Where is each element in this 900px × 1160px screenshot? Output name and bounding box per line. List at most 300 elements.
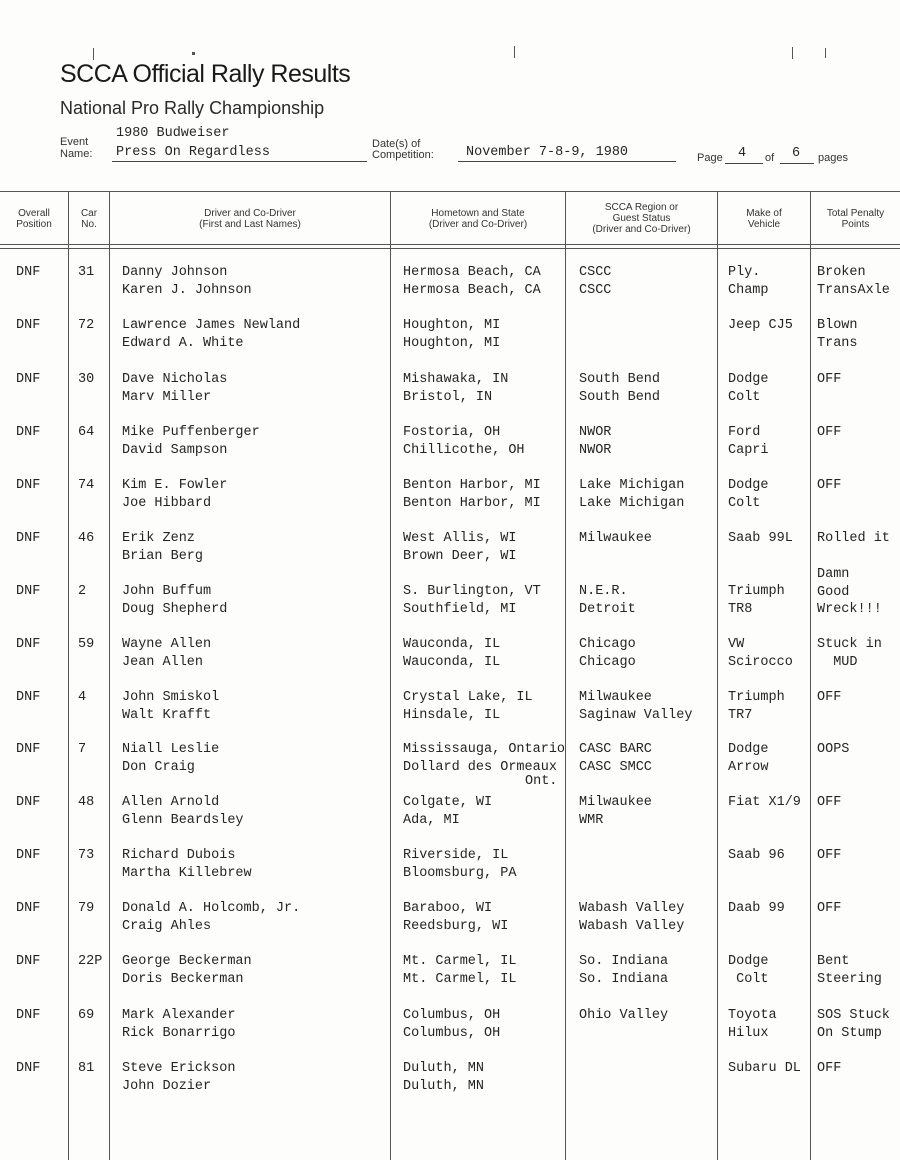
cell-line: Duluth, MN — [403, 1078, 485, 1094]
event-label: Event — [60, 136, 89, 148]
cell-line: Dollard des Ormeaux — [403, 759, 557, 775]
cell-home — [403, 847, 516, 882]
cell-car — [78, 264, 94, 282]
cell-line: Doris Beckerman — [122, 971, 244, 987]
cell-line: OFF — [817, 690, 842, 705]
cell-line: Houghton, MI — [403, 335, 501, 351]
cell-line: Wabash Valley — [579, 901, 685, 916]
column-header-penalty: Total Penalty Points — [826, 208, 885, 230]
cell-pos — [16, 530, 40, 548]
cell-region — [579, 264, 611, 299]
cell-drv — [122, 953, 252, 988]
cell-line: DNF — [16, 795, 41, 810]
cell-line: Donald A. Holcomb, Jr. — [122, 901, 301, 916]
cell-pen — [817, 847, 841, 865]
cell-line: S. Burlington, VT — [403, 584, 541, 599]
cell-line: Mt. Carmel, IL — [403, 954, 517, 969]
cell-line: Doug Shepherd — [122, 601, 228, 617]
cell-line: Marv Miller — [122, 389, 212, 405]
cell-line: Erik Zenz — [122, 531, 195, 546]
cell-line: Bloomsburg, PA — [403, 865, 517, 881]
cell-pos — [16, 371, 40, 389]
cell-pos — [16, 264, 40, 282]
cell-line: DNF — [16, 1061, 41, 1076]
cell-line: DNF — [16, 318, 41, 333]
cell-line: Arrow — [728, 759, 769, 775]
cell-line: Don Craig — [122, 759, 195, 775]
cell-line: Wauconda, IL — [403, 637, 501, 652]
cell-line: Scirocco — [728, 654, 793, 670]
cell-line: OFF — [817, 901, 842, 916]
cell-car — [78, 477, 94, 495]
cell-line: Saab 99L — [728, 531, 793, 546]
cell-pos — [16, 1060, 40, 1078]
cell-line: 81 — [78, 1061, 95, 1076]
cell-car — [78, 317, 94, 335]
cell-drv — [122, 424, 260, 459]
cell-veh — [728, 424, 769, 459]
cell-pos — [16, 847, 40, 865]
cell-veh — [728, 741, 769, 776]
cell-line: 7 — [78, 742, 87, 757]
cell-line: 30 — [78, 372, 95, 387]
cell-line: 72 — [78, 318, 95, 333]
cell-line: John Dozier — [122, 1078, 212, 1094]
cell-line: DNF — [16, 742, 41, 757]
cell-line: Wauconda, IL — [403, 654, 501, 670]
cell-pos — [16, 636, 40, 654]
cell-line: Toyota — [728, 1008, 777, 1023]
cell-line: John Smiskol — [122, 690, 220, 705]
cell-line: So. Indiana — [579, 954, 669, 969]
page-number: 4 — [738, 146, 747, 161]
cell-car — [78, 583, 86, 601]
cell-region — [579, 741, 652, 776]
cell-region — [579, 953, 668, 988]
cell-car — [78, 1060, 94, 1078]
column-header-vehicle: Make of Vehicle — [746, 208, 782, 230]
cell-drv — [122, 689, 219, 724]
cell-line: OFF — [817, 372, 842, 387]
cell-line: TR8 — [728, 601, 753, 617]
cell-line: OOPS — [817, 742, 850, 757]
cell-line: Steering — [817, 971, 882, 987]
cell-line: West Allis, WI — [403, 531, 517, 546]
cell-line: Wayne Allen — [122, 637, 212, 652]
cell-line: 74 — [78, 478, 95, 493]
cell-pos — [16, 477, 40, 495]
competition-dates: November 7-8-9, 1980 — [466, 145, 629, 160]
document-title: SCCA Official Rally Results — [60, 60, 351, 88]
cell-line: Hinsdale, IL — [403, 707, 501, 723]
cell-line: Riverside, IL — [403, 848, 509, 863]
cell-pen — [817, 371, 841, 389]
cell-line: Benton Harbor, MI — [403, 495, 541, 511]
cell-pos — [16, 794, 40, 812]
cell-line: TransAxle — [817, 282, 890, 298]
cell-line: DNF — [16, 372, 41, 387]
cell-drv — [122, 847, 252, 882]
cell-home — [403, 530, 516, 565]
cell-home — [403, 477, 541, 512]
cell-home — [403, 900, 508, 935]
cell-drv — [122, 636, 211, 671]
cell-line: MUD — [817, 654, 858, 670]
cell-line: Milwaukee — [579, 531, 652, 546]
cell-line: George Beckerman — [122, 954, 252, 969]
cell-line: Kim E. Fowler — [122, 478, 228, 493]
cell-car — [78, 530, 94, 548]
cell-pen — [817, 636, 882, 671]
cell-line: DNF — [16, 265, 41, 280]
cell-region — [579, 636, 636, 671]
cell-line: Fiat X1/9 — [728, 795, 801, 810]
cell-region — [579, 1007, 668, 1025]
cell-drv — [122, 1060, 235, 1095]
cell-pen — [817, 953, 882, 988]
cell-region — [579, 371, 660, 406]
cell-region — [579, 794, 652, 829]
cell-line: Lake Michigan — [579, 478, 685, 493]
cell-line: NWOR — [579, 425, 612, 440]
cell-pen — [817, 477, 841, 495]
cell-line: 79 — [78, 901, 95, 916]
cell-pos — [16, 583, 40, 601]
cell-line: SOS Stuck — [817, 1008, 890, 1023]
cell-line: Rick Bonarrigo — [122, 1025, 236, 1041]
cell-car — [78, 1007, 94, 1025]
cell-line: Niall Leslie — [122, 742, 220, 757]
cell-line: Chicago — [579, 654, 636, 670]
cell-line: Ford — [728, 425, 761, 440]
cell-veh — [728, 477, 769, 512]
cell-line: John Buffum — [122, 584, 212, 599]
cell-line: Ont. — [525, 774, 558, 789]
cell-line: Danny Johnson — [122, 265, 228, 280]
cell-line: Mike Puffenberger — [122, 425, 260, 440]
cell-line: CASC BARC — [579, 742, 652, 757]
cell-line: Fostoria, OH — [403, 425, 501, 440]
cell-pen — [817, 317, 858, 352]
cell-drv — [122, 477, 227, 512]
cell-line: Mt. Carmel, IL — [403, 971, 517, 987]
cell-line: 4 — [78, 690, 87, 705]
cell-line: Columbus, OH — [403, 1008, 501, 1023]
cell-home — [403, 794, 492, 829]
of-label: of — [765, 152, 775, 164]
cell-line: 31 — [78, 265, 95, 280]
cell-line: Dodge — [728, 478, 769, 493]
cell-region — [579, 900, 684, 935]
cell-line: CASC SMCC — [579, 759, 652, 775]
cell-line: Dodge — [728, 372, 769, 387]
cell-line: OFF — [817, 425, 842, 440]
column-header-car-no: Car No. — [80, 208, 98, 230]
cell-home — [403, 317, 500, 352]
cell-line: Bristol, IN — [403, 389, 493, 405]
cell-line: Lake Michigan — [579, 495, 685, 511]
cell-car — [78, 953, 102, 971]
cell-line: NWOR — [579, 442, 612, 458]
cell-line: DNF — [16, 531, 41, 546]
cell-line: Jeep CJ5 — [728, 318, 793, 333]
cell-car — [78, 424, 94, 442]
cell-drv — [122, 794, 244, 829]
cell-veh — [728, 953, 769, 988]
cell-line: Milwaukee — [579, 690, 652, 705]
cell-pen — [817, 530, 890, 548]
cell-pen — [817, 1007, 890, 1042]
cell-home — [403, 371, 508, 406]
cell-line: Rolled it — [817, 531, 890, 546]
cell-line: Colgate, WI — [403, 795, 493, 810]
cell-line: Blown — [817, 318, 858, 333]
cell-line: Karen J. Johnson — [122, 282, 252, 298]
cell-line: South Bend — [579, 389, 661, 405]
competition-label: Competition: — [372, 149, 434, 161]
cell-line: Milwaukee — [579, 795, 652, 810]
cell-veh — [728, 1007, 777, 1042]
cell-pen — [817, 794, 841, 812]
cell-line: Crystal Lake, IL — [403, 690, 533, 705]
cell-car — [78, 847, 94, 865]
cell-line: Saginaw Valley — [579, 707, 693, 723]
cell-line: Colt — [728, 495, 761, 511]
cell-car — [78, 636, 94, 654]
cell-line: WMR — [579, 812, 604, 828]
cell-line: Broken — [817, 265, 866, 280]
cell-line: Richard Dubois — [122, 848, 236, 863]
cell-line: 48 — [78, 795, 95, 810]
cell-line: Glenn Beardsley — [122, 812, 244, 828]
cell-drv — [122, 371, 227, 406]
cell-line: DNF — [16, 848, 41, 863]
cell-home — [403, 1007, 500, 1042]
cell-pos — [16, 900, 40, 918]
cell-veh — [728, 530, 793, 548]
cell-line: Colt — [728, 389, 761, 405]
cell-pos — [16, 689, 40, 707]
cell-line: Hermosa Beach, CA — [403, 265, 541, 280]
event-name-label: Name: — [60, 148, 93, 160]
cell-line: CSCC — [579, 282, 612, 298]
cell-line: DNF — [16, 954, 41, 969]
cell-line: Chicago — [579, 637, 636, 652]
cell-line: Dave Nicholas — [122, 372, 228, 387]
cell-line: Jean Allen — [122, 654, 204, 670]
cell-pen — [817, 741, 849, 759]
cell-line: Joe Hibbard — [122, 495, 212, 511]
cell-line: Stuck in — [817, 637, 882, 652]
page-label: Page — [697, 152, 723, 164]
cell-line: Ply. — [728, 265, 761, 280]
cell-region — [579, 530, 652, 548]
cell-line: Allen Arnold — [122, 795, 220, 810]
column-header-position: Overall Position — [16, 208, 52, 230]
cell-line: Columbus, OH — [403, 1025, 501, 1041]
cell-line: Triumph — [728, 690, 785, 705]
cell-line: DNF — [16, 1008, 41, 1023]
cell-line: DNF — [16, 425, 41, 440]
cell-line: On Stump — [817, 1025, 882, 1041]
cell-line: Saab 96 — [728, 848, 785, 863]
cell-car — [78, 689, 86, 707]
cell-veh — [728, 794, 801, 812]
cell-line: Hermosa Beach, CA — [403, 282, 541, 298]
cell-home — [403, 636, 500, 671]
cell-line: DNF — [16, 584, 41, 599]
cell-line: Lawrence James Newland — [122, 318, 301, 333]
cell-line: Wreck!!! — [817, 602, 882, 617]
cell-veh — [728, 900, 785, 918]
cell-line: Detroit — [579, 601, 636, 617]
cell-line: 73 — [78, 848, 95, 863]
cell-line: Dodge — [728, 742, 769, 757]
cell-line: Damn — [817, 567, 850, 582]
cell-line: So. Indiana — [579, 971, 669, 987]
cell-veh — [728, 636, 793, 671]
cell-home — [403, 424, 525, 459]
cell-line: Trans — [817, 335, 858, 351]
cell-line: Mishawaka, IN — [403, 372, 509, 387]
cell-line: N.E.R. — [579, 584, 628, 599]
cell-line: Good — [817, 584, 850, 600]
cell-line: Hilux — [728, 1025, 769, 1041]
cell-line: Capri — [728, 442, 769, 458]
cell-line: Subaru DL — [728, 1061, 801, 1076]
cell-pen — [817, 1060, 841, 1078]
cell-line: Reedsburg, WI — [403, 918, 509, 934]
cell-line: South Bend — [579, 372, 661, 387]
cell-pen — [817, 264, 890, 299]
cell-line: Colt — [728, 971, 769, 987]
cell-line: 69 — [78, 1008, 95, 1023]
cell-line: OFF — [817, 848, 842, 863]
cell-line: David Sampson — [122, 442, 228, 458]
cell-line: CSCC — [579, 265, 612, 280]
cell-line: Baraboo, WI — [403, 901, 493, 916]
cell-line: 22P — [78, 954, 103, 969]
event-line-1: 1980 Budweiser — [116, 126, 230, 141]
cell-line: Triumph — [728, 584, 785, 599]
cell-drv — [122, 317, 300, 352]
cell-line: OFF — [817, 795, 842, 810]
cell-line: Brian Berg — [122, 548, 204, 564]
cell-line: 2 — [78, 584, 87, 599]
cell-drv — [122, 741, 219, 776]
cell-line: Mississauga, Ontario — [403, 742, 566, 757]
cell-veh — [728, 583, 785, 618]
page-total: 6 — [792, 146, 801, 161]
cell-line: Edward A. White — [122, 335, 244, 351]
event-line-2: Press On Regardless — [116, 145, 270, 160]
cell-car — [78, 741, 86, 759]
cell-line: TR7 — [728, 707, 753, 723]
cell-region — [579, 583, 636, 618]
dates-label: Date(s) of — [372, 138, 421, 150]
cell-veh — [728, 847, 785, 865]
cell-line: Ohio Valley — [579, 1008, 669, 1023]
document-subtitle: National Pro Rally Championship — [60, 98, 325, 118]
cell-line: Champ — [728, 282, 769, 298]
cell-line: Craig Ahles — [122, 918, 212, 934]
cell-car — [78, 900, 94, 918]
cell-car — [78, 371, 94, 389]
cell-line: Wabash Valley — [579, 918, 685, 934]
cell-line: OFF — [817, 478, 842, 493]
cell-region — [579, 477, 684, 512]
cell-line: DNF — [16, 690, 41, 705]
column-header-hometown: Hometown and State (Driver and Co-Driver) — [428, 208, 528, 230]
cell-line: DNF — [16, 637, 41, 652]
cell-pen — [817, 424, 841, 442]
cell-line: Steve Erickson — [122, 1061, 236, 1076]
column-header-region: SCCA Region or Guest Status (Driver and Co-Driver) — [592, 202, 691, 235]
cell-pos — [16, 741, 40, 759]
cell-line: Duluth, MN — [403, 1061, 485, 1076]
cell-home — [403, 1060, 484, 1095]
cell-pos — [16, 317, 40, 335]
cell-line: DNF — [16, 478, 41, 493]
cell-home — [403, 953, 516, 988]
cell-drv — [122, 1007, 235, 1042]
cell-line: Ada, MI — [403, 812, 460, 828]
cell-veh — [728, 371, 769, 406]
cell-home — [403, 689, 533, 724]
cell-pen — [817, 566, 882, 619]
cell-line: Mark Alexander — [122, 1008, 236, 1023]
cell-line: Martha Killebrew — [122, 865, 252, 881]
cell-veh — [728, 264, 769, 299]
cell-line: Brown Deer, WI — [403, 548, 517, 564]
cell-region — [579, 689, 692, 724]
cell-pen — [817, 689, 841, 707]
cell-veh — [728, 1060, 801, 1078]
cell-line: Chillicothe, OH — [403, 442, 525, 458]
pages-label: pages — [818, 152, 848, 164]
cell-home — [403, 741, 565, 791]
cell-line: Walt Krafft — [122, 707, 212, 723]
cell-drv — [122, 900, 300, 935]
cell-line: DNF — [16, 901, 41, 916]
cell-line: OFF — [817, 1061, 842, 1076]
cell-pen — [817, 900, 841, 918]
cell-pos — [16, 1007, 40, 1025]
cell-line: 64 — [78, 425, 95, 440]
column-header-driver: Driver and Co-Driver (First and Last Names) — [199, 208, 301, 230]
cell-line: Houghton, MI — [403, 318, 501, 333]
cell-veh — [728, 317, 793, 335]
cell-line: 59 — [78, 637, 95, 652]
cell-line: Dodge — [728, 954, 769, 969]
cell-line: Bent — [817, 954, 850, 969]
cell-line: Daab 99 — [728, 901, 785, 916]
cell-car — [78, 794, 94, 812]
cell-drv — [122, 264, 252, 299]
cell-line: 46 — [78, 531, 95, 546]
cell-line: Benton Harbor, MI — [403, 478, 541, 493]
cell-region — [579, 424, 611, 459]
cell-drv — [122, 530, 203, 565]
cell-line: VW — [728, 637, 745, 652]
cell-pos — [16, 424, 40, 442]
cell-veh — [728, 689, 785, 724]
cell-line: Southfield, MI — [403, 601, 517, 617]
cell-pos — [16, 953, 40, 971]
cell-drv — [122, 583, 227, 618]
cell-home — [403, 264, 541, 299]
cell-home — [403, 583, 541, 618]
